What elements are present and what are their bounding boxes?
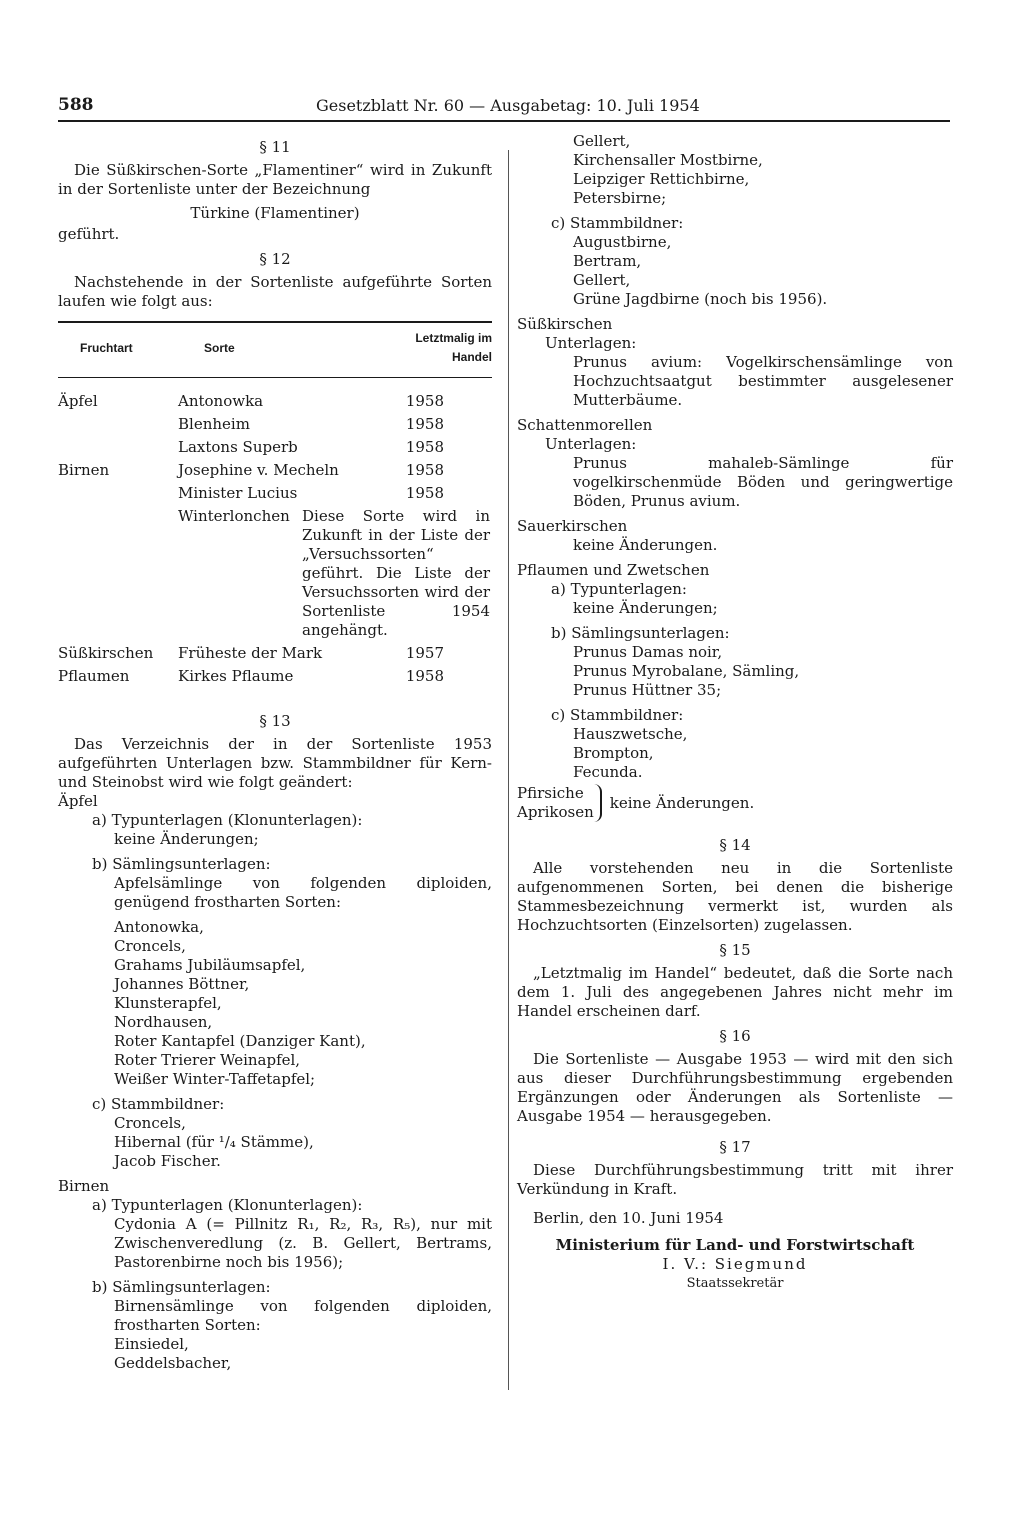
section-13-heading: § 13 (259, 711, 291, 730)
sauerkirschen-text: keine Änderungen. (573, 536, 718, 554)
brace-items (517, 784, 602, 822)
list-item: Brompton, (573, 744, 654, 762)
birnen-c-label: c) Stammbildner: (551, 214, 684, 232)
table-row: Laxtons Superb 1958 (178, 437, 444, 456)
list-item: Hibernal (für ¹/₄ Stämme), (114, 1132, 314, 1151)
birnen-a-label: a) Typunterlagen (Klonunterlagen): (92, 1195, 363, 1214)
ministry-name: Ministerium für Land- und Forstwirtschaft (555, 1236, 915, 1254)
pfirsiche-aprikosen-text: keine Änderungen. (609, 793, 755, 812)
birnen-heading: Birnen (58, 1176, 110, 1195)
list-item: Kirchensaller Mostbirne, (573, 151, 763, 169)
birnen-b-text: Birnensämlinge von folgenden diploiden, frostharten Sorten: (114, 1296, 492, 1334)
section-14-heading: § 14 (719, 836, 751, 854)
list-item: Roter Trierer Weinapfel, (114, 1050, 301, 1069)
section-12-heading: § 12 (259, 250, 291, 268)
birnen-a-text: Cydonia A (= Pillnitz R₁, R₂, R₃, R₅), nur mit Zwischenveredlung (z. B. Gellert, Bertrams, Pastorenbirne noch bis 1956); (114, 1214, 492, 1271)
right-column (517, 132, 953, 1293)
table-row: Minister Lucius 1958 (178, 483, 444, 502)
list-item: Fecunda. (573, 763, 643, 781)
pflaumen-b-list (517, 643, 953, 700)
aprikosen-label: Aprikosen (517, 803, 594, 821)
list-item: Leipziger Rettichbirne, (573, 170, 750, 188)
list-item: Prunus Hüttner 35; (573, 681, 722, 699)
section-12-text: Nachstehende in der Sortenliste aufgeführte Sorten laufen wie folgt aus: (58, 273, 492, 310)
list-item: Grahams Jubiläumsapfel, (114, 955, 306, 974)
signer: I. V.: Siegmund (662, 1255, 808, 1273)
section-15-heading: § 15 (719, 941, 751, 959)
table-row: Pflaumen Kirkes Pflaume 1958 (58, 666, 444, 685)
section-17-text: Diese Durchführungsbestimmung tritt mit ihrer Verkündung in Kraft. (517, 1161, 953, 1198)
schattenmorellen-text: Prunus mahaleb-Sämlinge für vogelkirschenmüde Böden und geringwertige Böden, Prunus avium. (573, 454, 953, 510)
section-11-end: geführt. (58, 225, 120, 243)
section-13-text: Das Verzeichnis der in der Sortenliste 1953 aufgeführten Unterlagen bzw. Stammbildner für Kern- und Steinobst wird wie folgt geändert: (58, 734, 492, 791)
table-row: Äpfel Antonowka 1958 (58, 391, 444, 410)
apfel-b-label: b) Sämlingsunterlagen: (92, 854, 271, 873)
apfel-a-text: keine Änderungen; (114, 829, 259, 848)
section-11-heading: § 11 (259, 138, 291, 156)
suesskirschen-heading: Süßkirschen (517, 315, 613, 333)
page-header (58, 96, 950, 122)
list-item: Gellert, (573, 271, 631, 289)
list-item: Nordhausen, (114, 1012, 213, 1031)
table-top-rule (58, 321, 492, 323)
pfirsiche-aprikosen-group (517, 784, 953, 822)
signer-role: Staatssekretär (686, 1276, 784, 1291)
pflaumen-b-label: b) Sämlingsunterlagen: (551, 624, 730, 642)
list-item: Augustbirne, (573, 233, 672, 251)
birnen-c-list (517, 233, 953, 309)
apfel-heading: Äpfel (58, 791, 98, 810)
section-17-heading: § 17 (719, 1138, 751, 1156)
birnen-b-list (58, 1335, 492, 1373)
left-column (58, 132, 492, 1373)
pflaumen-c-label: c) Stammbildner: (551, 706, 684, 724)
place-date: Berlin, den 10. Juni 1954 (533, 1209, 724, 1227)
section-14-text: Alle vorstehenden neu in die Sortenliste aufgenommenen Sorten, bei denen die bisherige Stammesbezeichnung vermerkt ist, wurden als Hochzuchtsorten (Einzelsorten) zugelassen. (517, 859, 953, 934)
list-item: Weißer Winter-Taffetapfel; (114, 1069, 316, 1088)
list-item: Prunus Damas noir, (573, 643, 723, 661)
table-row: Birnen Josephine v. Mecheln 1958 (58, 460, 444, 479)
pflaumen-heading: Pflaumen und Zwetschen (517, 561, 710, 579)
list-item: Petersbirne; (573, 189, 667, 207)
section-15-text: „Letztmalig im Handel“ bedeutet, daß die Sorte nach dem 1. Juli des angegebenen Jahres nicht mehr im Handel erscheinen darf. (517, 964, 953, 1020)
section-11-name: Türkine (Flamentiner) (190, 204, 360, 222)
section-16-text: Die Sortenliste — Ausgabe 1953 — wird mit den sich aus dieser Durchführungsbestimmung ergebenden Ergänzungen oder Änderungen als Sortenliste — Ausgabe 1954 — herausgegeben. (517, 1050, 953, 1125)
list-item: Jacob Fischer. (114, 1151, 221, 1170)
pflaumen-c-list (517, 725, 953, 782)
table-row: Süßkirschen Früheste der Mark 1957 (58, 643, 444, 662)
birnen-b-list-cont (517, 132, 953, 208)
list-item: Hauszwetsche, (573, 725, 688, 743)
list-item: Croncels, (114, 1113, 186, 1132)
apfel-b-text: Apfelsämlinge von folgenden diploiden, genügend frostharten Sorten: (114, 873, 492, 911)
header-title: Gesetzblatt Nr. 60 — Ausgabetag: 10. Juli 1954 (316, 96, 700, 115)
birnen-b-label: b) Sämlingsunterlagen: (92, 1277, 271, 1296)
sauerkirschen-heading: Sauerkirschen (517, 517, 628, 535)
list-item: Grüne Jagdbirne (noch bis 1956). (573, 290, 828, 308)
apfel-c-label: c) Stammbildner: (92, 1094, 225, 1113)
schattenmorellen-unterlagen: Unterlagen: (545, 435, 637, 453)
list-item: Gellert, (573, 132, 631, 150)
list-item: Antonowka, (114, 917, 204, 936)
pflaumen-a-label: a) Typunterlagen: (551, 580, 687, 598)
table-row: Winterlonchen Diese Sorte wird in Zukunft in der Liste der „Versuchssorten“ geführt. Die Liste der Versuchssorten wird der Sortenliste 1954 angehängt. (178, 506, 490, 639)
list-item: Prunus Myrobalane, Sämling, (573, 662, 800, 680)
column-divider (508, 150, 509, 1390)
section-16-heading: § 16 (719, 1027, 751, 1045)
suesskirschen-text: Prunus avium: Vogelkirschensämlinge von Hochzuchtsaatgut bestimmter ausgelesener Mutterbäume. (573, 353, 953, 409)
list-item: Einsiedel, (114, 1334, 189, 1353)
list-item: Geddelsbacher, (114, 1353, 232, 1372)
apfel-b-list (58, 918, 492, 1089)
apfel-c-list (58, 1114, 492, 1171)
pflaumen-a-text: keine Änderungen; (573, 599, 718, 617)
list-item: Klunsterapfel, (114, 993, 222, 1012)
table-row: Blenheim 1958 (178, 414, 444, 433)
pfirsiche-label: Pfirsiche (517, 784, 584, 802)
suesskirschen-unterlagen: Unterlagen: (545, 334, 637, 352)
schattenmorellen-heading: Schattenmorellen (517, 416, 653, 434)
col-fruchtart: Fruchtart (58, 327, 178, 378)
list-item: Croncels, (114, 936, 186, 955)
col-letztmalig: Letztmalig im Handel (406, 327, 492, 378)
page-number: 588 (58, 95, 94, 115)
list-item: Johannes Böttner, (114, 974, 250, 993)
section-11-text: Die Süßkirschen-Sorte „Flamentiner“ wird in Zukunft in der Sortenliste unter der Bezeichnung (58, 161, 492, 198)
list-item: Roter Kantapfel (Danziger Kant), (114, 1031, 366, 1050)
expiry-table (58, 327, 492, 688)
table-header-row (58, 327, 492, 378)
apfel-a-label: a) Typunterlagen (Klonunterlagen): (92, 810, 363, 829)
col-sorte: Sorte (178, 327, 406, 378)
list-item: Bertram, (573, 252, 642, 270)
winterlonchen-note: Diese Sorte wird in Zukunft in der Liste der „Versuchssorten“ geführt. Die Liste der Versuchssorten wird der Sortenliste 1954 angehängt. (302, 506, 490, 639)
